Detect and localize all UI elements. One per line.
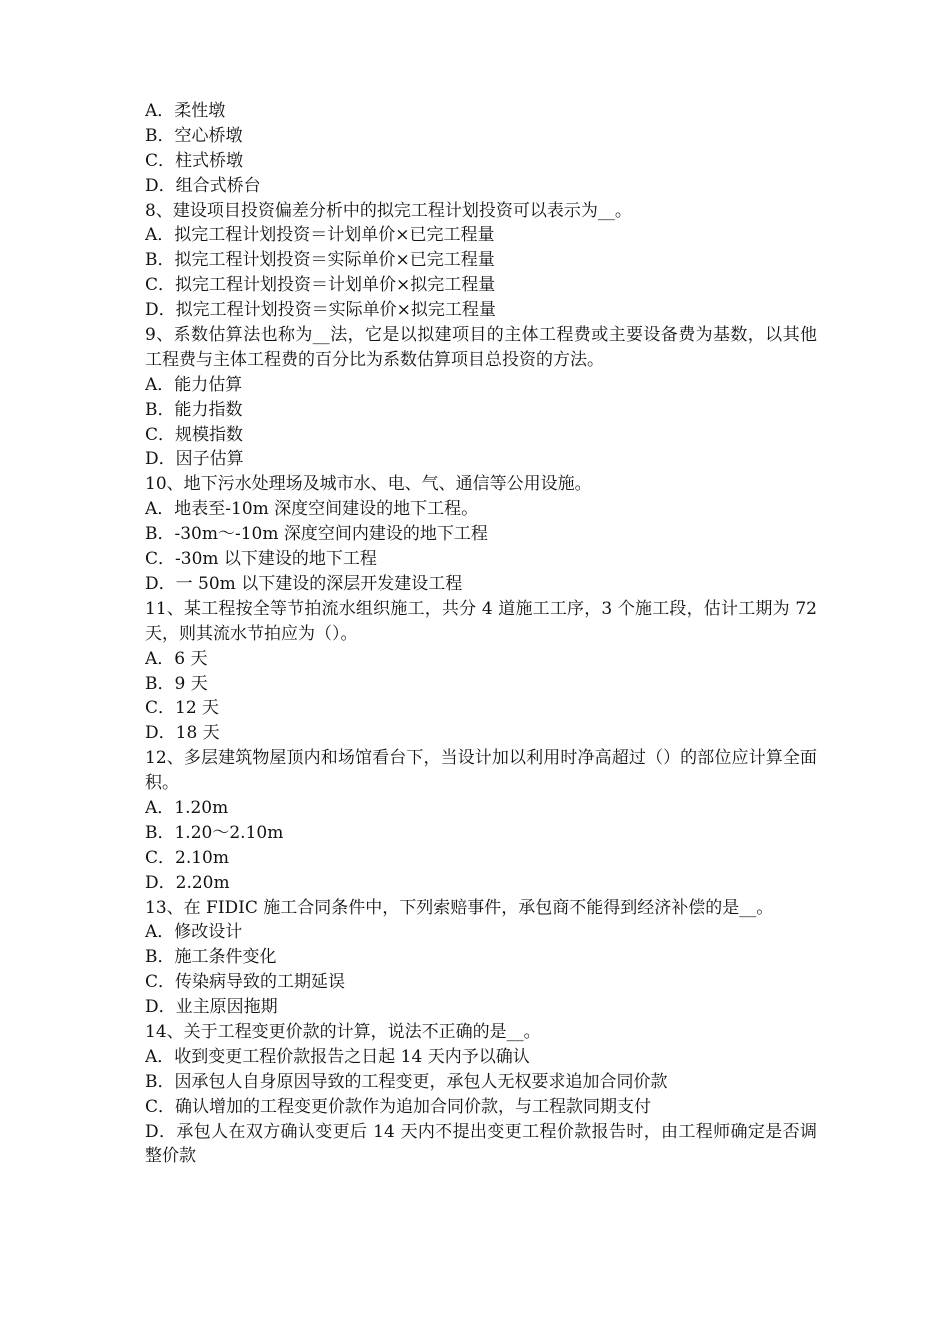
option-b-q11: B．9 天 — [145, 673, 208, 694]
option-d-q10: D．一 50m 以下建设的深层开发建设工程 — [145, 573, 463, 594]
option-b-q8: B．拟完工程计划投资＝实际单价×已完工程量 — [145, 250, 495, 271]
option-a-q7: A．柔性墩 — [145, 101, 226, 121]
option-b-q14: B．因承包人自身原因导致的工程变更，承包人无权要求追加合同价款 — [145, 1071, 668, 1092]
option-b-q9: B．能力指数 — [145, 399, 243, 420]
option-c-q12: C．2.10m — [145, 847, 229, 868]
option-d-q8: D．拟完工程计划投资＝实际单价×拟完工程量 — [145, 300, 496, 321]
option-c-q8: C．拟完工程计划投资＝计划单价×拟完工程量 — [145, 275, 496, 296]
option-d-q9: D．因子估算 — [145, 449, 244, 470]
option-b-q10: B．-30m～-10m 深度空间内建设的地下工程 — [145, 524, 488, 545]
option-a-q8: A．拟完工程计划投资＝计划单价×已完工程量 — [145, 225, 495, 246]
question-10: 10、地下污水处理场及城市水、电、气、通信等公用设施。 — [145, 474, 592, 495]
option-a-q12: A．1.20m — [145, 797, 229, 818]
option-a-q9: A．能力估算 — [145, 374, 243, 395]
option-c-q9: C．规模指数 — [145, 424, 244, 445]
option-b-q7: B．空心桥墩 — [145, 125, 243, 146]
option-c-q13: C．传染病导致的工期延误 — [145, 972, 346, 993]
option-c-q11: C．12 天 — [145, 698, 220, 719]
option-d-q14: D．承包人在双方确认变更后 14 天内不提出变更工程价款报告时，由工程师确定是否调整价款 — [145, 1121, 817, 1167]
option-c-q10: C．-30m 以下建设的地下工程 — [145, 549, 377, 570]
question-8: 8、建设项目投资偏差分析中的拟完工程计划投资可以表示为__。 — [145, 200, 632, 221]
option-d-q13: D．业主原因拖期 — [145, 997, 278, 1018]
option-a-q14: A．收到变更工程价款报告之日起 14 天内予以确认 — [145, 1046, 530, 1067]
option-d-q7: D．组合式桥台 — [145, 175, 261, 196]
question-13: 13、在 FIDIC 施工合同条件中，下列索赔事件，承包商不能得到经济补偿的是__。 — [145, 897, 774, 918]
question-9: 9、系数估算法也称为__法，它是以拟建项目的主体工程费或主要设备费为基数，以其他工程费与主体工程费的百分比为系数估算项目总投资的方法。 — [145, 325, 817, 370]
option-c-q7: C．柱式桥墩 — [145, 150, 244, 171]
option-b-q12: B．1.20～2.10m — [145, 822, 284, 843]
question-14: 14、关于工程变更价款的计算，说法不正确的是__。 — [145, 1022, 541, 1043]
option-a-q11: A．6 天 — [145, 648, 208, 669]
question-12: 12、多层建筑物屋顶内和场馆看台下，当设计加以利用时净高超过（）的部位应计算全面积。 — [145, 748, 817, 794]
option-d-q12: D．2.20m — [145, 872, 230, 893]
question-text-block — [145, 99, 817, 1169]
option-b-q13: B．施工条件变化 — [145, 947, 277, 968]
option-a-q13: A．修改设计 — [145, 922, 243, 943]
option-d-q11: D．18 天 — [145, 723, 220, 744]
option-a-q10: A．地表至-10m 深度空间建设的地下工程。 — [145, 499, 479, 520]
option-c-q14: C．确认增加的工程变更价款作为追加合同价款，与工程款同期支付 — [145, 1096, 652, 1117]
question-11: 11、某工程按全等节拍流水组织施工，共分 4 道施工工序，3 个施工段，估计工期为 72 天，则其流水节拍应为（）。 — [145, 598, 817, 644]
